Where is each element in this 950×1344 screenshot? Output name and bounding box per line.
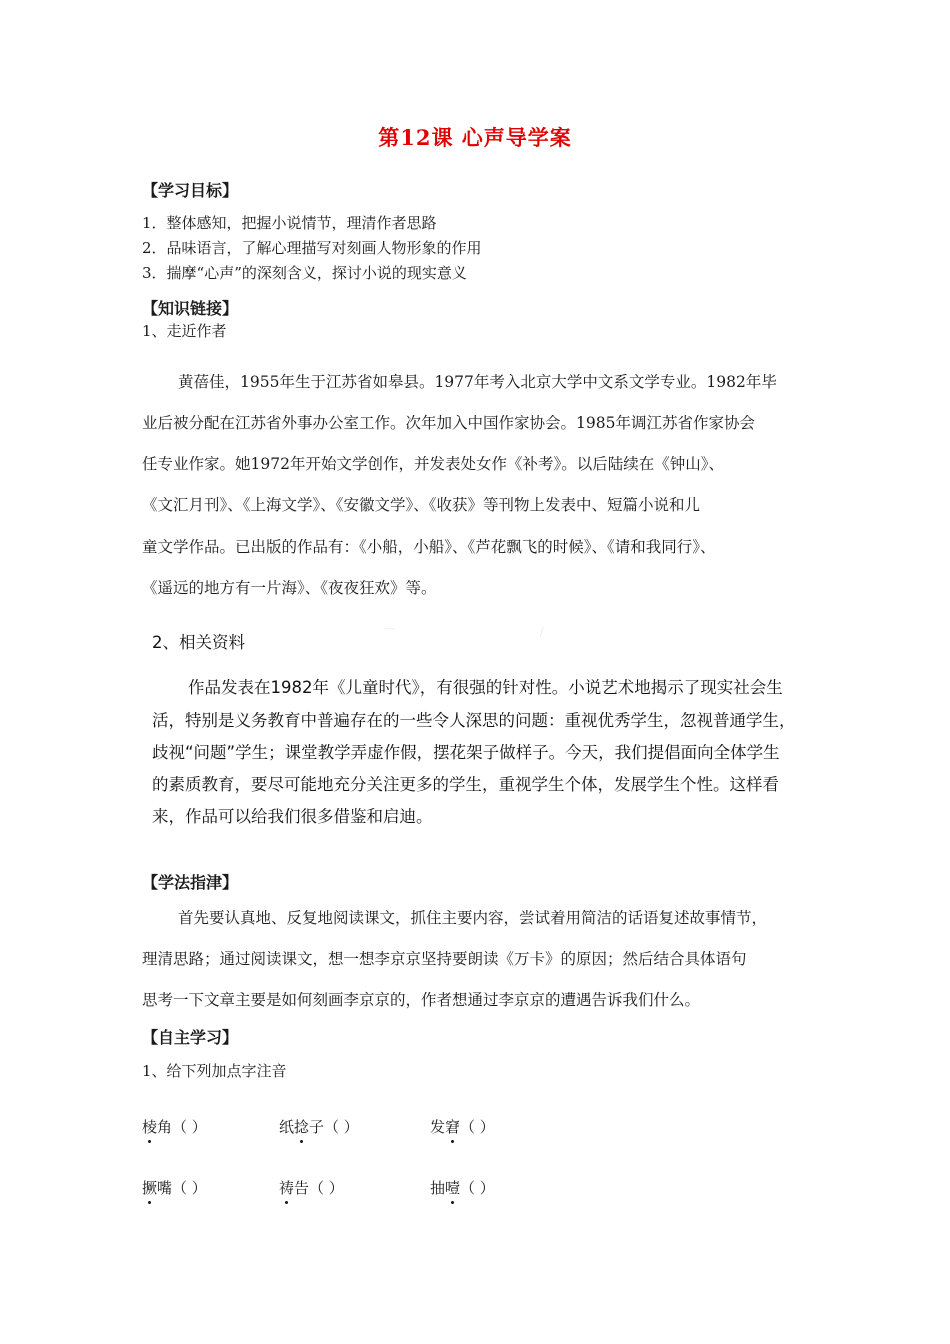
material-line-5: 来，作品可以给我们很多借鉴和启迪。 <box>152 807 433 826</box>
author-line-1: 黄蓓佳，1955年生于江苏省如皋县。1977年考入北京大学中文系文学专业。1982年毕 <box>178 373 777 391</box>
objectives-heading: 【学习目标】 <box>142 181 239 200</box>
method-heading: 【学法指津】 <box>142 873 239 892</box>
dotted-character: 捻 <box>294 1118 310 1136</box>
watermark-mark: — <box>384 622 395 635</box>
pinyin-item <box>279 1116 359 1137</box>
page-title: 第12课 心声导学案 <box>378 125 572 150</box>
pinyin-item-text: 子（ ） <box>309 1118 359 1136</box>
dotted-character: 噎 <box>445 1179 461 1197</box>
pinyin-item-prefix: 纸 <box>279 1118 295 1136</box>
pinyin-item-prefix: 抽 <box>430 1179 446 1197</box>
pinyin-item-text: （ ） <box>460 1118 495 1136</box>
pinyin-item-text: 告（ ） <box>294 1179 344 1197</box>
objective-item-2: 2．品味语言，了解心理描写对刻画人物形象的作用 <box>142 239 482 257</box>
pinyin-item <box>279 1177 344 1198</box>
dotted-character: 棱 <box>142 1118 158 1136</box>
method-line-1: 首先要认真地、反复地阅读课文，抓住主要内容，尝试着用简洁的话语复述故事情节， <box>178 909 768 927</box>
method-line-2: 理清思路；通过阅读课文，想一想李京京坚持要朗读《万卡》的原因；然后结合具体语句 <box>142 950 747 968</box>
author-line-5: 童文学作品。已出版的作品有：《小船，小船》、《芦花飘飞的时候》、《请和我同行》、 <box>142 538 716 556</box>
dotted-character: 撅 <box>142 1179 158 1197</box>
objective-item-1: 1．整体感知，把握小说情节，理清作者思路 <box>142 214 437 232</box>
pinyin-item-text: （ ） <box>460 1179 495 1197</box>
knowledge-heading: 【知识链接】 <box>142 299 239 318</box>
pinyin-item <box>142 1116 207 1137</box>
knowledge-sub-author: 1、走近作者 <box>142 322 227 340</box>
pinyin-item-text: 角（ ） <box>157 1118 207 1136</box>
dotted-character: 窘 <box>445 1118 461 1136</box>
watermark-mark: ∕ <box>540 625 544 638</box>
method-line-3: 思考一下文章主要是如何刻画李京京的，作者想通过李京京的遭遇告诉我们什么。 <box>142 991 701 1009</box>
dotted-character: 祷 <box>279 1179 295 1197</box>
pinyin-item <box>430 1177 495 1198</box>
self-study-heading: 【自主学习】 <box>142 1028 239 1047</box>
author-line-3: 任专业作家。她1972年开始文学创作，并发表处女作《补考》。以后陆续在《钟山》、 <box>142 455 724 473</box>
objective-item-3: 3．揣摩“心声”的深刻含义，探讨小说的现实意义 <box>142 264 467 282</box>
author-line-4: 《文汇月刊》、《上海文学》、《安徽文学》、《收获》等刊物上发表中、短篇小说和儿 <box>142 496 701 514</box>
pinyin-item-text: 嘴（ ） <box>157 1179 207 1197</box>
author-line-2: 业后被分配在江苏省外事办公室工作。次年加入中国作家协会。1985年调江苏省作家协会 <box>142 414 755 432</box>
material-line-1: 作品发表在1982年《儿童时代》，有很强的针对性。小说艺术地揭示了现实社会生 <box>188 678 783 697</box>
knowledge-sub-material: 2、相关资料 <box>152 633 245 652</box>
material-line-3: 歧视“问题”学生；课堂教学弄虚作假，摆花架子做样子。今天，我们提倡面向全体学生 <box>152 743 780 762</box>
material-line-2: 活，特别是义务教育中普遍存在的一些令人深思的问题：重视优秀学生，忽视普通学生， <box>152 711 796 730</box>
material-line-4: 的素质教育，要尽可能地充分关注更多的学生，重视学生个体，发展学生个性。这样看 <box>152 775 779 794</box>
pinyin-item-prefix: 发 <box>430 1118 446 1136</box>
pinyin-item <box>430 1116 495 1137</box>
pinyin-item <box>142 1177 207 1198</box>
author-line-6: 《遥远的地方有一片海》、《夜夜狂欢》等。 <box>142 579 437 597</box>
self-study-question-1: 1、给下列加点字注音 <box>142 1062 287 1080</box>
